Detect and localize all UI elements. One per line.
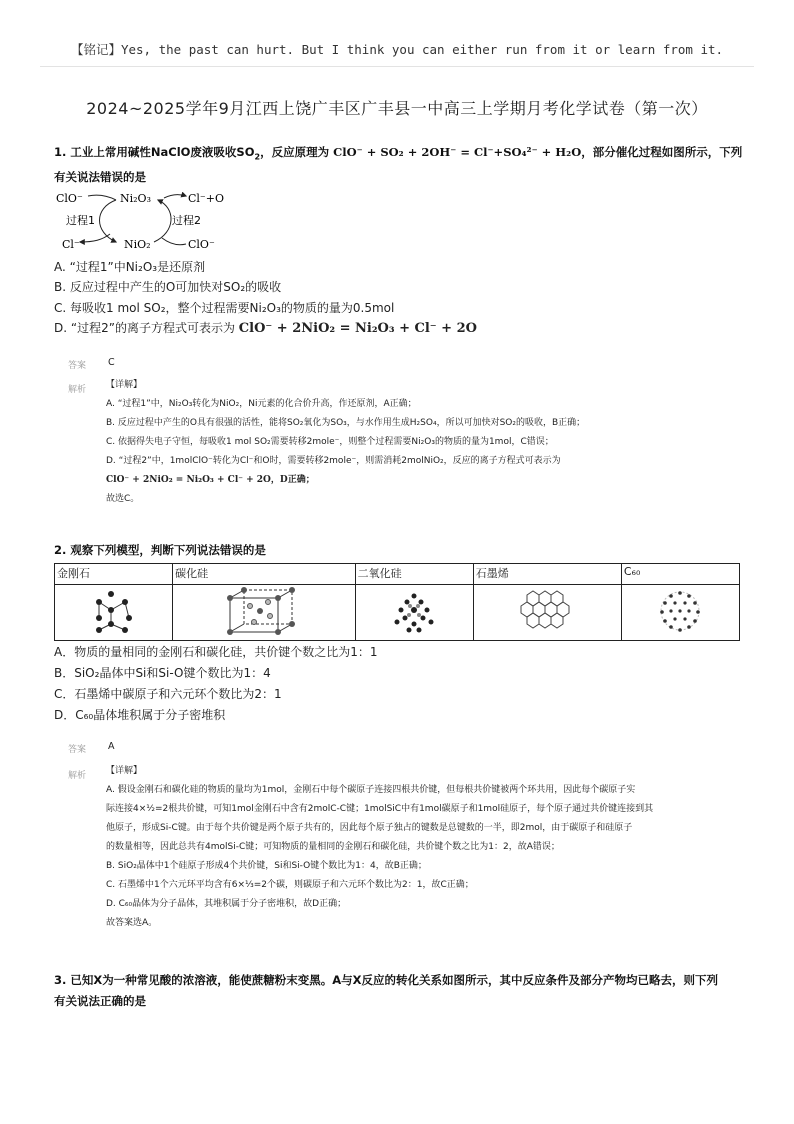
- q1-exp-line-6: 故选C。: [106, 494, 140, 504]
- q3-stem-line2: 有关说法正确的是: [54, 994, 146, 1008]
- q1-option-c: C. 每吸收1 mol SO₂，整个过程需要Ni₂O₃的物质的量为0.5mol: [54, 301, 395, 315]
- q1-stem-part-a: 1. 工业上常用碱性NaClO废液吸收SO: [54, 145, 255, 159]
- q2-answer: A: [108, 741, 115, 752]
- diamond-model: [55, 585, 173, 641]
- cycle-arrow-right: [154, 200, 171, 242]
- q2-exp-line-0: 【详解】: [106, 766, 143, 776]
- q2-option-d: D．C₆₀晶体堆积属于分子密堆积: [54, 708, 226, 722]
- c60-model: [621, 585, 739, 641]
- graphene-model: [473, 585, 621, 641]
- q1-exp-line-0: 【详解】: [106, 380, 143, 390]
- q1-option-d-equation: ClO⁻ + 2NiO₂ = Ni₂O₃ + Cl⁻ + 2O: [238, 321, 477, 336]
- q1-answer: C: [108, 357, 115, 368]
- diagram-label-process-2: 过程2: [172, 214, 201, 227]
- diamond-structure-icon: [89, 588, 139, 634]
- graphene-lattice-icon: [515, 587, 579, 635]
- q2-answer-label: 答案: [68, 745, 87, 755]
- q1-exp-line-1: A. “过程1”中，Ni₂O₃转化为NiO₂，Ni元素的化合价升高，作还原剂，A正确；: [106, 399, 417, 409]
- question-3-stem: [54, 970, 744, 1012]
- diagram-label-clo-top-left: ClO⁻: [56, 192, 83, 205]
- q1-stem-line2: 有关说法错误的是: [54, 170, 146, 185]
- q2-exp-line-2: 际连接4×½=2根共价键，可知1mol金刚石中含有2molC-C键；1molSiC中有1mol碳原子和1mol硅原子，每个原子通过共价键连接到其: [106, 804, 654, 814]
- q1-exp-line-5: ClO⁻ + 2NiO₂ = Ni₂O₃ + Cl⁻ + 2O，D正确；: [106, 475, 315, 485]
- sic-cube-icon: [224, 586, 304, 636]
- q1-stem-part-c: ，部分催化过程如图所示，下列: [581, 145, 743, 159]
- motto-banner: 【铭记】Yes, the past can hurt. But I think you can either run from it or learn from it.: [70, 42, 724, 57]
- model-header-diamond: 金刚石: [55, 564, 173, 585]
- model-header-sic: 碳化硅: [173, 564, 356, 585]
- q2-exp-line-8: 故答案选A。: [106, 918, 158, 928]
- model-header-sio2: 二氧化硅: [355, 564, 473, 585]
- q1-explanation-label: 解析: [68, 385, 87, 395]
- q2-explanation: [106, 762, 746, 933]
- diagram-label-ni2o3: Ni₂O₃: [120, 192, 151, 205]
- q2-option-c: C．石墨烯中碳原子和六元环个数比为2：1: [54, 687, 282, 701]
- q2-option-a: A．物质的量相同的金刚石和碳化硅，共价键个数之比为1：1: [54, 645, 378, 659]
- q1-explanation: [106, 376, 746, 509]
- q1-exp-line-4: D. “过程2”中，1molClO⁻转化为Cl⁻和O时，需要转移2mole⁻，则需消耗2molNiO₂，反应的离子方程式可表示为: [106, 456, 561, 466]
- cycle-feed-left-top: [88, 195, 116, 200]
- q2-explanation-label: 解析: [68, 771, 87, 781]
- model-header-c60: C₆₀: [621, 564, 739, 585]
- catalysis-cycle-diagram: [54, 186, 234, 254]
- sio2-structure-icon: [389, 588, 439, 634]
- q2-exp-line-7: D. C₆₀晶体为分子晶体，其堆积属于分子密堆积，故D正确；: [106, 899, 347, 909]
- q1-equation: ClO⁻ + SO₂ + 2OH⁻ = Cl⁻+SO₄²⁻ + H₂O: [333, 145, 582, 159]
- q2-exp-line-5: B. SiO₂晶体中1个硅原子形成4个共价键，Si和Si-O键个数比为1：4，故B正确；: [106, 861, 427, 871]
- q1-exp-line-2: B. 反应过程中产生的O具有很强的活性，能将SO₂氧化为SO₃，与水作用生成H₂SO₄，所以可加快对SO₂的吸收，B正确；: [106, 418, 586, 428]
- q1-answer-label: 答案: [68, 361, 87, 371]
- question-2-stem: 2. 观察下列模型，判断下列说法错误的是: [54, 543, 266, 557]
- diagram-label-cl-bottom-left: Cl⁻: [62, 238, 80, 251]
- diagram-label-cl-plus-o: Cl⁻+O: [188, 192, 224, 205]
- header-divider: [40, 66, 754, 67]
- q3-stem-line1: 3. 已知X为一种常见酸的浓溶液，能使蔗糖粉末变黑。A与X反应的转化关系如图所示，其中反应条件及部分产物均已略去，则下列: [54, 973, 719, 987]
- q2-exp-line-1: A. 假设金刚石和碳化硅的物质的量均为1mol，金刚石中每个碳原子连接四根共价键，但每根共价键被两个环共用，因此每个碳原子实: [106, 785, 636, 795]
- model-header-graphene: 石墨烯: [473, 564, 621, 585]
- cycle-out-right-top: [164, 195, 186, 198]
- q1-stem-part-b: ，反应原理为: [260, 145, 330, 159]
- sic-model: [173, 585, 356, 641]
- crystal-models-table: [54, 563, 740, 641]
- q1-option-a: A. “过程1”中Ni₂O₃是还原剂: [54, 260, 206, 274]
- q2-option-b: B．SiO₂晶体中Si和Si-O键个数比为1：4: [54, 666, 271, 680]
- q2-exp-line-6: C. 石墨烯中1个六元环平均含有6×⅓=2个碳，则碳原子和六元环个数比为2：1，故C正确；: [106, 880, 474, 890]
- q1-exp-line-3: C. 依据得失电子守恒，每吸收1 mol SO₂需要转移2mole⁻，则整个过程需要Ni₂O₃的物质的量为1mol，C错误；: [106, 437, 554, 447]
- question-1-stem: 1. 工业上常用碱性NaClO废液吸收$SO_2$，反应原理为 ClO⁻ + SO₂ + 2OH⁻ = Cl⁻+SO₄²⁻ + H₂O，部分催化过程如图所示，下列 有关说法错误的是: [54, 145, 743, 185]
- q1-option-b: B. 反应过程中产生的O可加快对SO₂的吸收: [54, 280, 282, 294]
- diagram-label-process-1: 过程1: [66, 214, 95, 227]
- diagram-label-nio2: NiO₂: [124, 238, 151, 251]
- q1-option-d: [54, 319, 477, 336]
- page-title: 2024~2025学年9月江西上饶广丰区广丰县一中高三上学期月考化学试卷（第一次）: [86, 99, 708, 118]
- q2-exp-line-3: 他原子，形成Si-C键。由于每个共价键是两个原子共有的，因此每个原子独占的键数是总键数的一半，即2mol，由于碳原子和硅原子: [106, 823, 633, 833]
- sio2-model: [355, 585, 473, 641]
- cycle-feed-right-bottom: [162, 238, 186, 245]
- c60-sphere-icon: [655, 587, 705, 635]
- diagram-label-clo-bottom-right: ClO⁻: [188, 238, 215, 251]
- q2-exp-line-4: 的数量相等，因此总共有4molSi-C键；可知物质的量相同的金刚石和碳化硅，共价键个数之比为1：2，故A错误；: [106, 842, 560, 852]
- q1-option-d-text: D. “过程2”的离子方程式可表示为: [54, 321, 235, 335]
